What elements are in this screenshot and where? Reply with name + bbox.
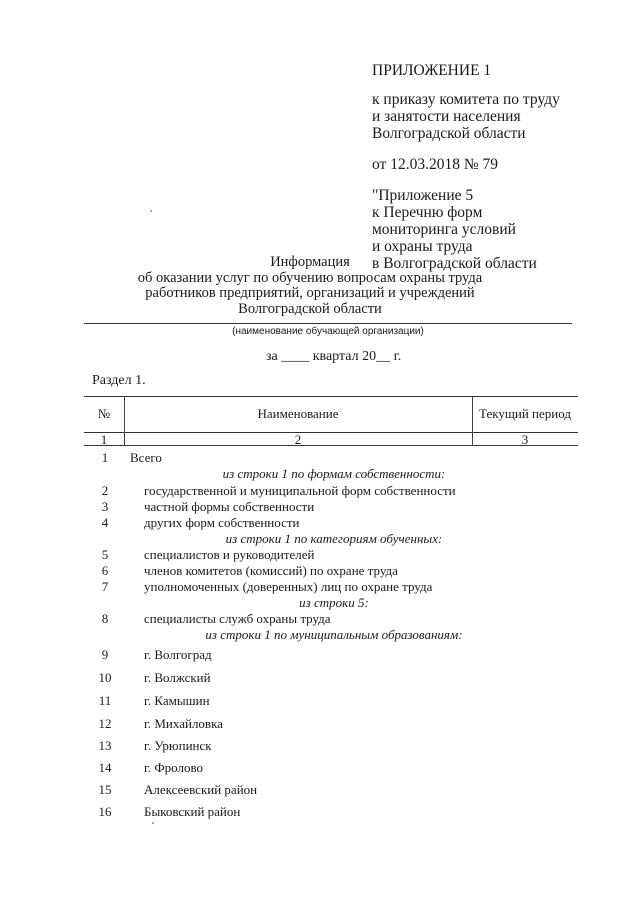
table-top-border <box>84 396 578 397</box>
row-label: специалисты служб охраны труда <box>144 611 331 626</box>
document-heading <box>80 255 540 317</box>
appendix-header <box>372 62 560 272</box>
org-name-caption: (наименование обучающей организации) <box>232 326 424 337</box>
table-row <box>84 483 584 499</box>
column-header-name: Наименование <box>257 406 339 421</box>
row-number: 12 <box>98 716 112 731</box>
scan-speck <box>152 822 154 824</box>
row-number: 6 <box>101 563 109 578</box>
table-row <box>84 515 584 531</box>
row-number: 3 <box>101 499 109 514</box>
table-subheading <box>84 627 584 643</box>
table-row <box>84 760 584 776</box>
section-title: Раздел 1. <box>92 373 146 388</box>
row-number: 10 <box>98 670 112 685</box>
column-number-label: 2 <box>294 432 302 447</box>
quarter-line: за ____ квартал 20__ г. <box>266 349 402 364</box>
table-row <box>84 579 584 595</box>
scan-speck <box>150 210 152 212</box>
appendix-5-line: в Волгоградской области <box>372 255 537 272</box>
table-row <box>84 738 584 754</box>
subheading-text: из строки 1 по муниципальным образованиям: <box>205 627 463 642</box>
row-label: Алексеевский район <box>144 782 258 797</box>
heading-line: работников предприятий, организаций и учреждений <box>145 285 475 301</box>
table-subheading <box>84 466 584 482</box>
row-number: 16 <box>98 804 112 819</box>
row-label: членов комитетов (комиссий) по охране труда <box>144 563 398 578</box>
appendix-title: ПРИЛОЖЕНИЕ 1 <box>372 62 492 79</box>
table-row <box>84 693 584 709</box>
column-header-number: № <box>97 406 111 421</box>
row-label: г. Волжский <box>144 670 211 685</box>
order-line: к приказу комитета по труду <box>372 91 560 108</box>
subheading-text: из строки 1 по формам собственности: <box>222 466 446 481</box>
row-number: 8 <box>101 611 109 626</box>
row-label: Всего <box>130 450 162 465</box>
row-label: г. Фролово <box>144 760 204 775</box>
table-row <box>84 563 584 579</box>
heading-line: Волгоградской области <box>238 300 382 317</box>
table-row <box>84 647 584 663</box>
row-label: государственной и муниципальной форм собственности <box>144 483 456 498</box>
column-number-label: 3 <box>521 432 529 447</box>
appendix-5-line: мониторинга условий <box>372 221 516 238</box>
row-number: 9 <box>101 647 109 662</box>
row-label: г. Урюпинск <box>144 738 212 753</box>
heading-line: Информация <box>270 254 350 270</box>
row-number: 15 <box>98 782 112 797</box>
org-name-line <box>84 323 572 324</box>
row-number: 7 <box>101 579 109 594</box>
row-number: 11 <box>98 693 112 708</box>
row-number: 4 <box>101 515 109 530</box>
row-label: других форм собственности <box>144 515 300 530</box>
row-label: г. Камышин <box>144 693 210 708</box>
subheading-text: из строки 5: <box>299 595 369 610</box>
table-row <box>84 547 584 563</box>
table-subheading <box>84 595 584 611</box>
heading-line: об оказании услуг по обучению вопросам охраны труда <box>137 269 483 286</box>
row-label: частной формы собственности <box>144 499 315 514</box>
order-line: Волгоградской области <box>372 125 526 142</box>
column-number-label: 1 <box>100 432 108 447</box>
order-line: и занятости населения <box>372 108 521 125</box>
row-label: специалистов и руководителей <box>144 547 315 562</box>
row-label: г. Михайловка <box>144 716 223 731</box>
table-row <box>84 450 584 466</box>
table-row <box>84 782 584 798</box>
table-row <box>84 670 584 686</box>
row-number: 5 <box>101 547 109 562</box>
subheading-text: из строки 1 по категориям обученных: <box>225 531 443 546</box>
row-label: г. Волгоград <box>144 647 212 662</box>
appendix-5-line: "Приложение 5 <box>372 187 474 204</box>
table-row <box>84 499 584 515</box>
table-row <box>84 716 584 732</box>
column-header-period: Текущий период <box>479 406 571 421</box>
row-number: 13 <box>98 738 112 753</box>
table-row <box>84 611 584 627</box>
table-row <box>84 804 584 820</box>
row-number: 14 <box>98 760 112 775</box>
appendix-5-line: к Перечню форм <box>372 204 483 221</box>
row-label: Быковский район <box>144 804 241 819</box>
order-date: от 12.03.2018 № 79 <box>372 156 498 173</box>
row-number: 1 <box>101 450 109 465</box>
appendix-5-line: и охраны труда <box>372 238 473 255</box>
order-reference <box>372 91 560 142</box>
row-label: уполномоченных (доверенных) лиц по охране труда <box>144 579 433 594</box>
row-number: 2 <box>101 483 109 498</box>
table-subheading <box>84 531 584 547</box>
